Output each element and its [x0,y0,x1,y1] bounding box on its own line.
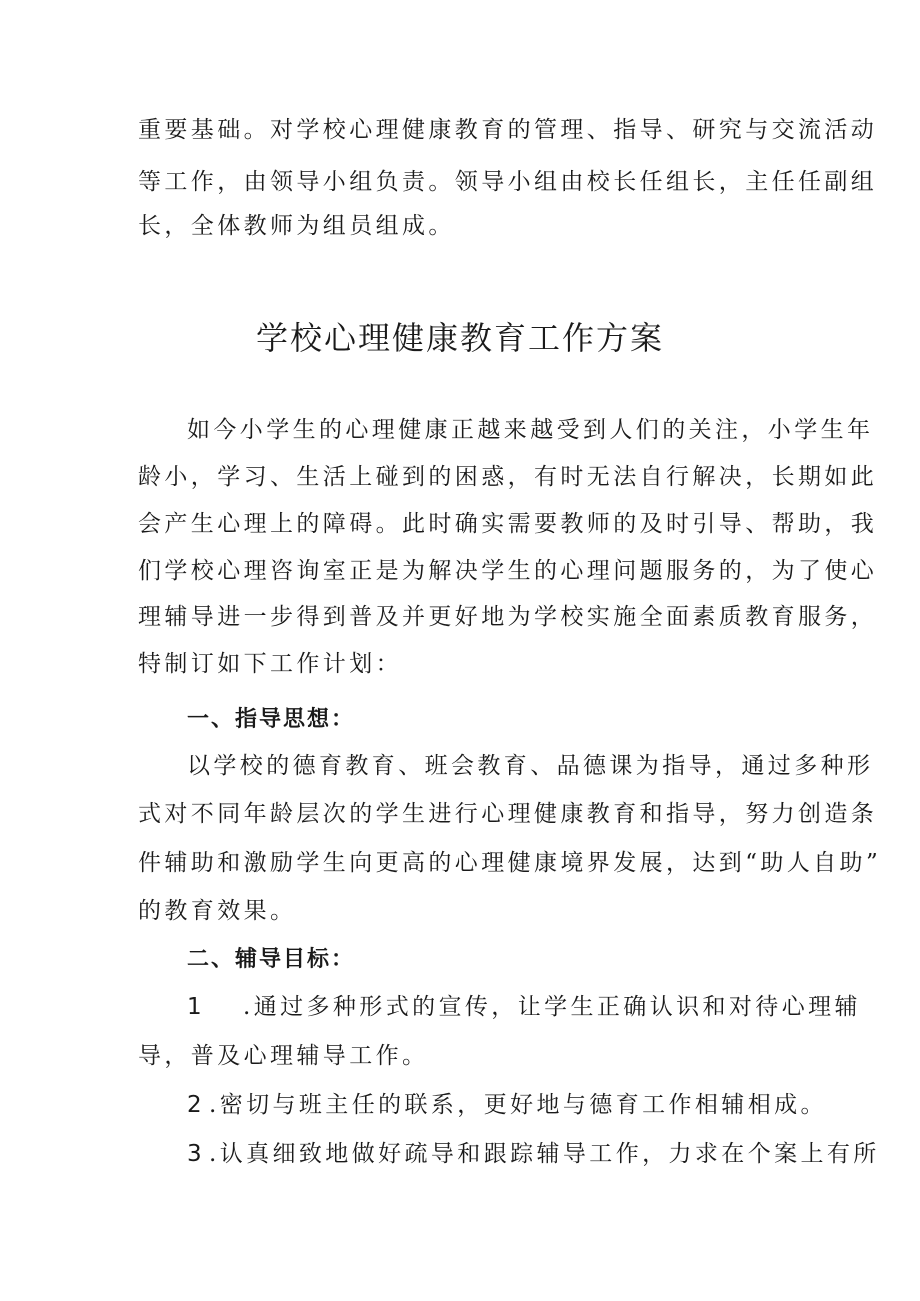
section1-line-2: 式对不同年龄层次的学生进行心理健康教育和指导，努力创造条 [138,801,878,827]
goal-item-text: .认真细致地做好疏导和跟踪辅导工作，力求在个案上有所 [209,1141,880,1167]
intro-line-1: 如今小学生的心理健康正越来越受到人们的关注，小学生年 [187,417,874,443]
goal-item-number: 3 [187,1141,202,1167]
carryover-line-3: 长，全体教师为组员组成。 [138,213,455,239]
intro-line-5: 理辅导进一步得到普及并更好地为学校实施全面素质教育服务， [138,604,878,630]
section-heading-guiding-ideology: 一、指导思想： [187,707,356,732]
goal-item-number: 1 [187,994,202,1020]
carryover-line-1: 重要基础。对学校心理健康教育的管理、指导、研究与交流活动 [138,117,878,143]
goal-item-text: .通过多种形式的宣传，让学生正确认识和对待心理辅 [243,994,861,1020]
goal-item-1 [187,993,861,1021]
carryover-line-2: 等工作，由领导小组负责。领导小组由校长任组长，主任任副组 [138,169,878,195]
goal-item-1-continuation: 导，普及心理辅导工作。 [138,1043,429,1069]
document-title: 学校心理健康教育工作方案 [255,319,664,357]
intro-line-6: 特制订如下工作计划： [138,651,402,677]
section-heading-counseling-goals: 二、辅导目标： [187,947,356,972]
goal-item-3 [187,1140,880,1168]
intro-line-2: 龄小，学习、生活上碰到的困惑，有时无法自行解决，长期如此 [138,464,878,490]
section1-line-4: 的教育效果。 [138,898,297,924]
intro-line-4: 们学校心理咨询室正是为解决学生的心理问题服务的，为了使心 [138,558,878,584]
goal-item-number: 2 [187,1092,202,1118]
goal-item-2 [187,1091,827,1119]
intro-line-3: 会产生心理上的障碍。此时确实需要教师的及时引导、帮助，我 [138,511,878,537]
section1-line-3: 件辅助和激励学生向更高的心理健康境界发展，达到“助人自助” [138,850,882,876]
section1-line-1: 以学校的德育教育、班会教育、品德课为指导，通过多种形 [187,753,874,779]
goal-item-text: .密切与班主任的联系，更好地与德育工作相辅相成。 [209,1092,827,1118]
